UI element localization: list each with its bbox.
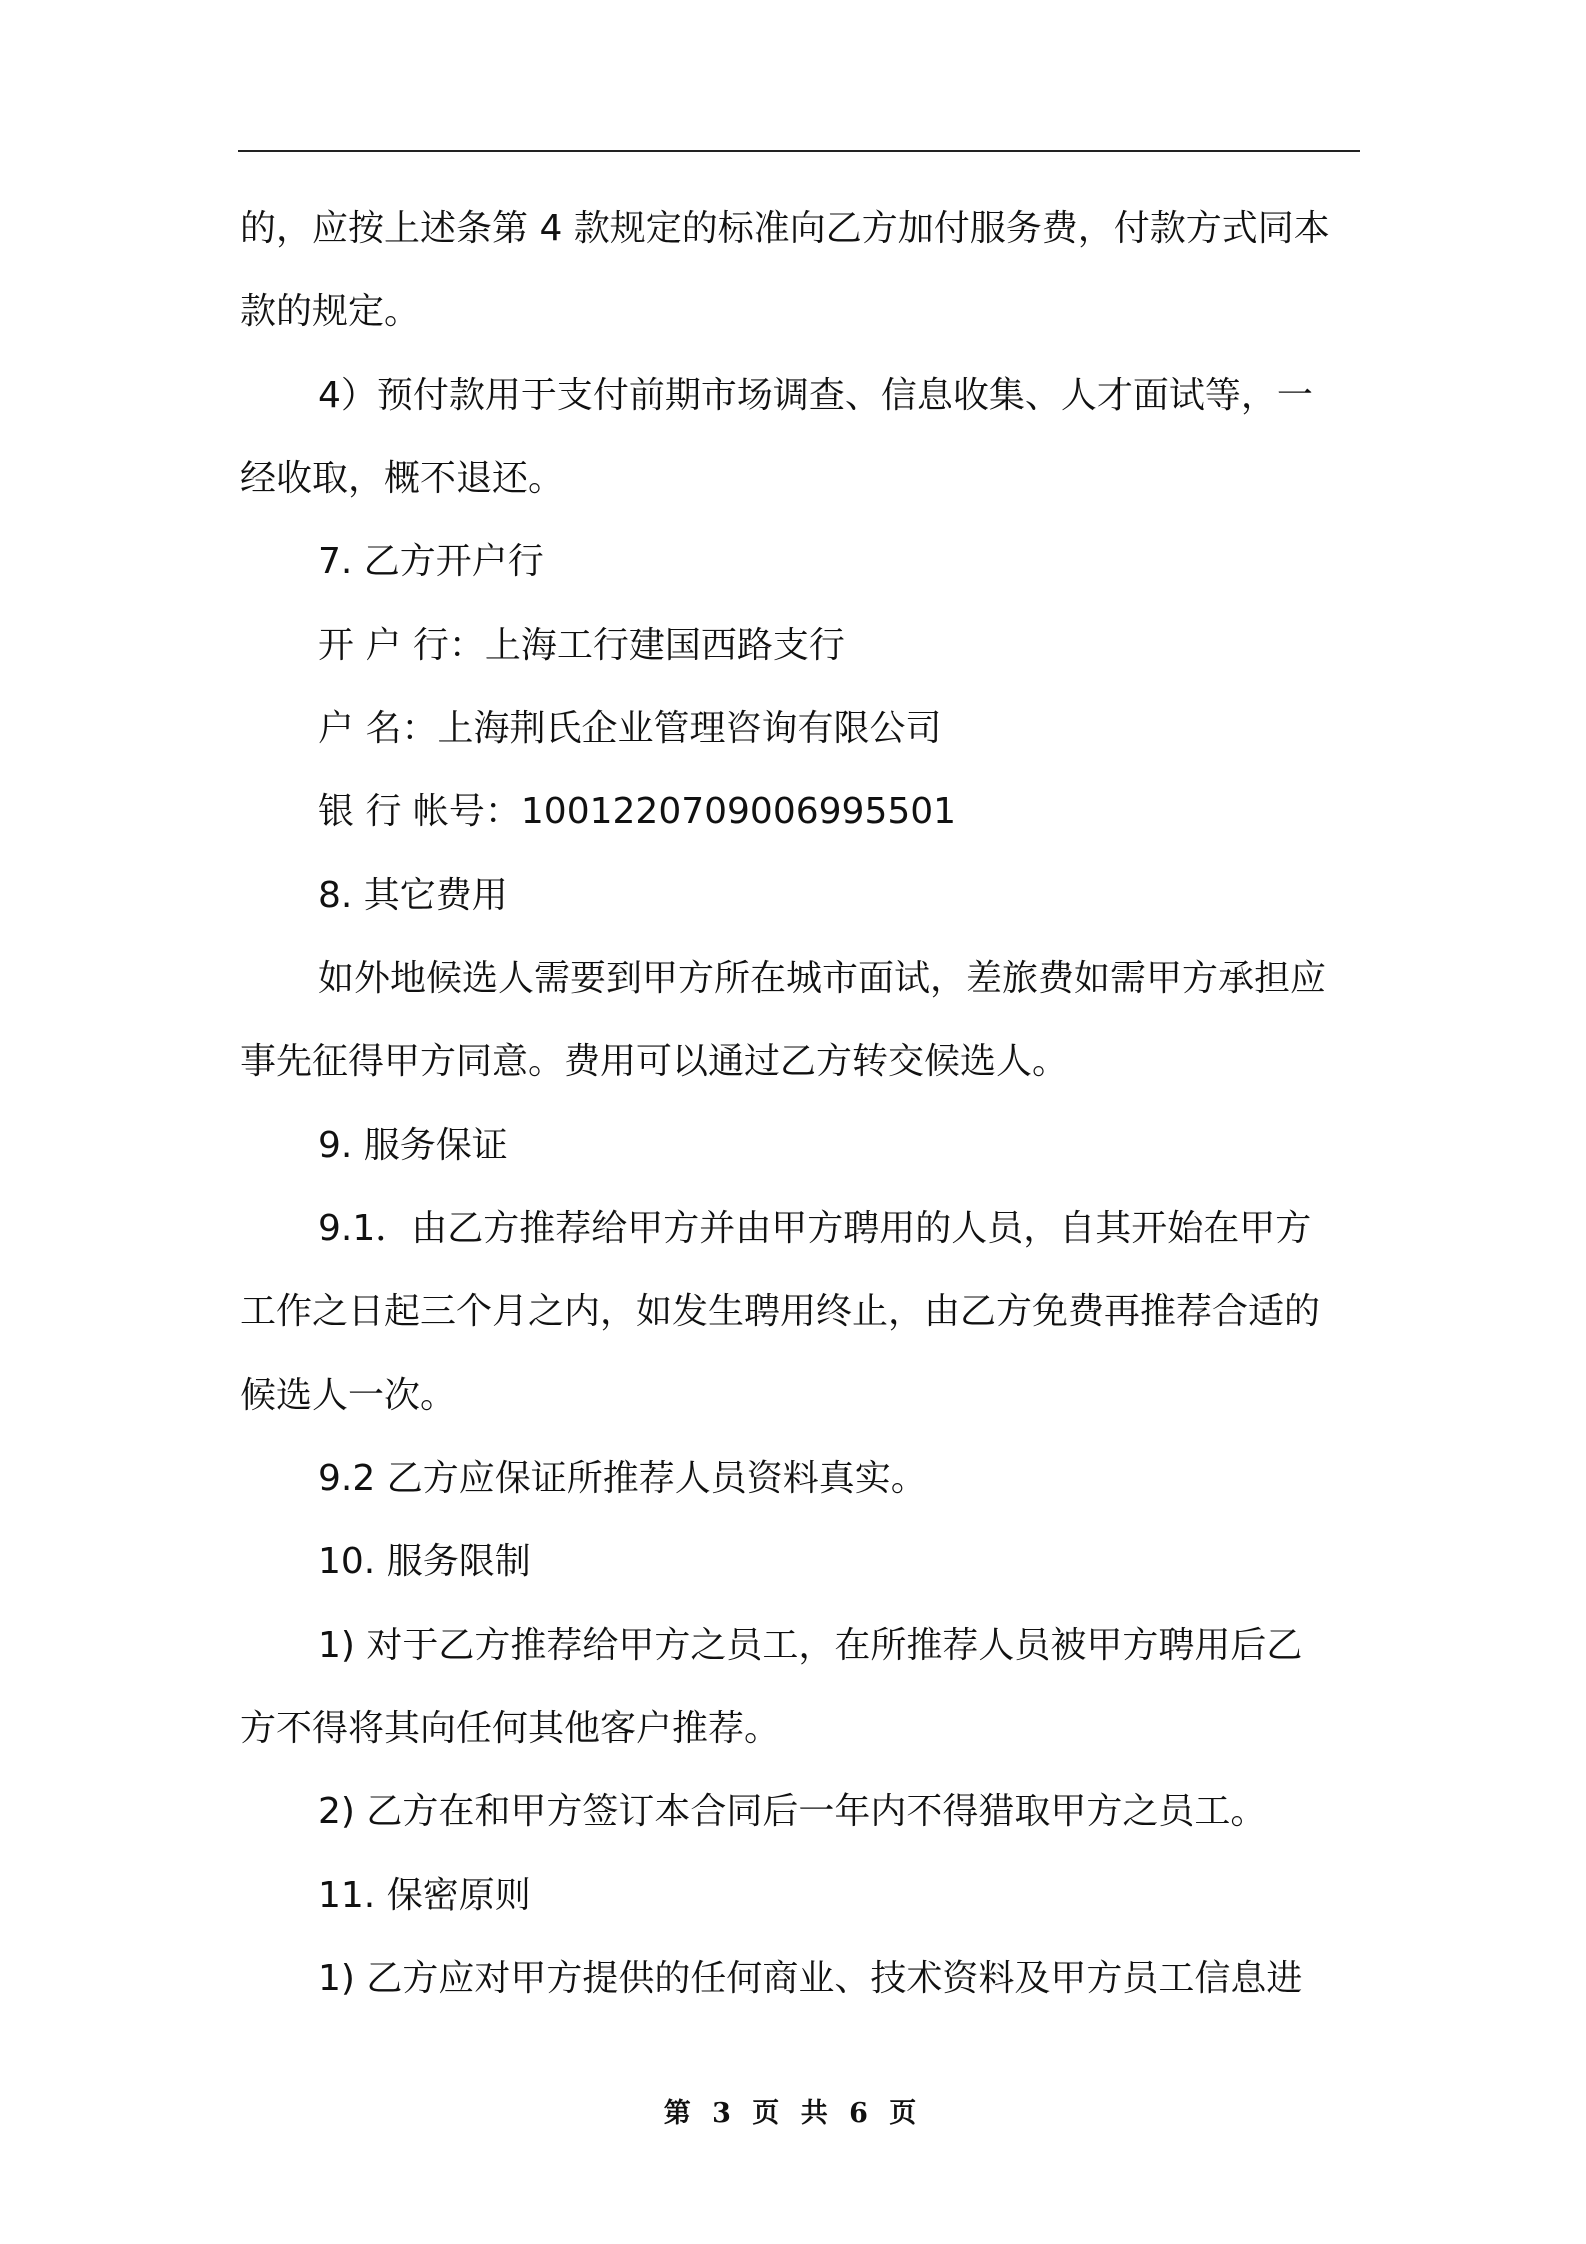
section-heading: 7. 乙方开户行: [318, 541, 544, 582]
text-line: 方不得将其向任何其他客户推荐。: [240, 1708, 781, 1749]
bank-name-line: 开 户 行：上海工行建国西路支行: [318, 625, 845, 666]
page-number: 第 3 页 共 6 页: [663, 2098, 923, 2129]
text-line: 款的规定。: [240, 291, 421, 332]
text-line: 的，应按上述条第 4 款规定的标准向乙方加付服务费，付款方式同本: [240, 208, 1330, 249]
section-heading: 9. 服务保证: [318, 1125, 508, 1166]
text-line: 1) 乙方应对甲方提供的任何商业、技术资料及甲方员工信息进: [318, 1958, 1303, 1999]
text-line: 如外地候选人需要到甲方所在城市面试，差旅费如需甲方承担应: [318, 958, 1327, 999]
text-line: 事先征得甲方同意。费用可以通过乙方转交候选人。: [240, 1041, 1069, 1082]
text-line: 9.1．由乙方推荐给甲方并由甲方聘用的人员，自其开始在甲方: [318, 1208, 1312, 1249]
account-name-line: 户 名：上海荆氏企业管理咨询有限公司: [318, 708, 942, 749]
text-line: 9.2 乙方应保证所推荐人员资料真实。: [318, 1458, 927, 1499]
text-line: 4）预付款用于支付前期市场调查、信息收集、人才面试等，一: [318, 375, 1313, 416]
section-heading: 10. 服务限制: [318, 1541, 531, 1582]
text-line: 1) 对于乙方推荐给甲方之员工，在所推荐人员被甲方聘用后乙: [318, 1625, 1303, 1666]
text-line: 工作之日起三个月之内，如发生聘用终止，由乙方免费再推荐合适的: [240, 1291, 1321, 1332]
text-line: 经收取，概不退还。: [240, 458, 565, 499]
header-rule: [238, 150, 1360, 152]
section-heading: 8. 其它费用: [318, 875, 508, 916]
account-number-line: 银 行 帐号：1001220709006995501: [318, 791, 957, 832]
text-line: 2) 乙方在和甲方签订本合同后一年内不得猎取甲方之员工。: [318, 1791, 1267, 1832]
section-heading: 11. 保密原则: [318, 1875, 531, 1916]
text-line: 候选人一次。: [240, 1375, 457, 1416]
